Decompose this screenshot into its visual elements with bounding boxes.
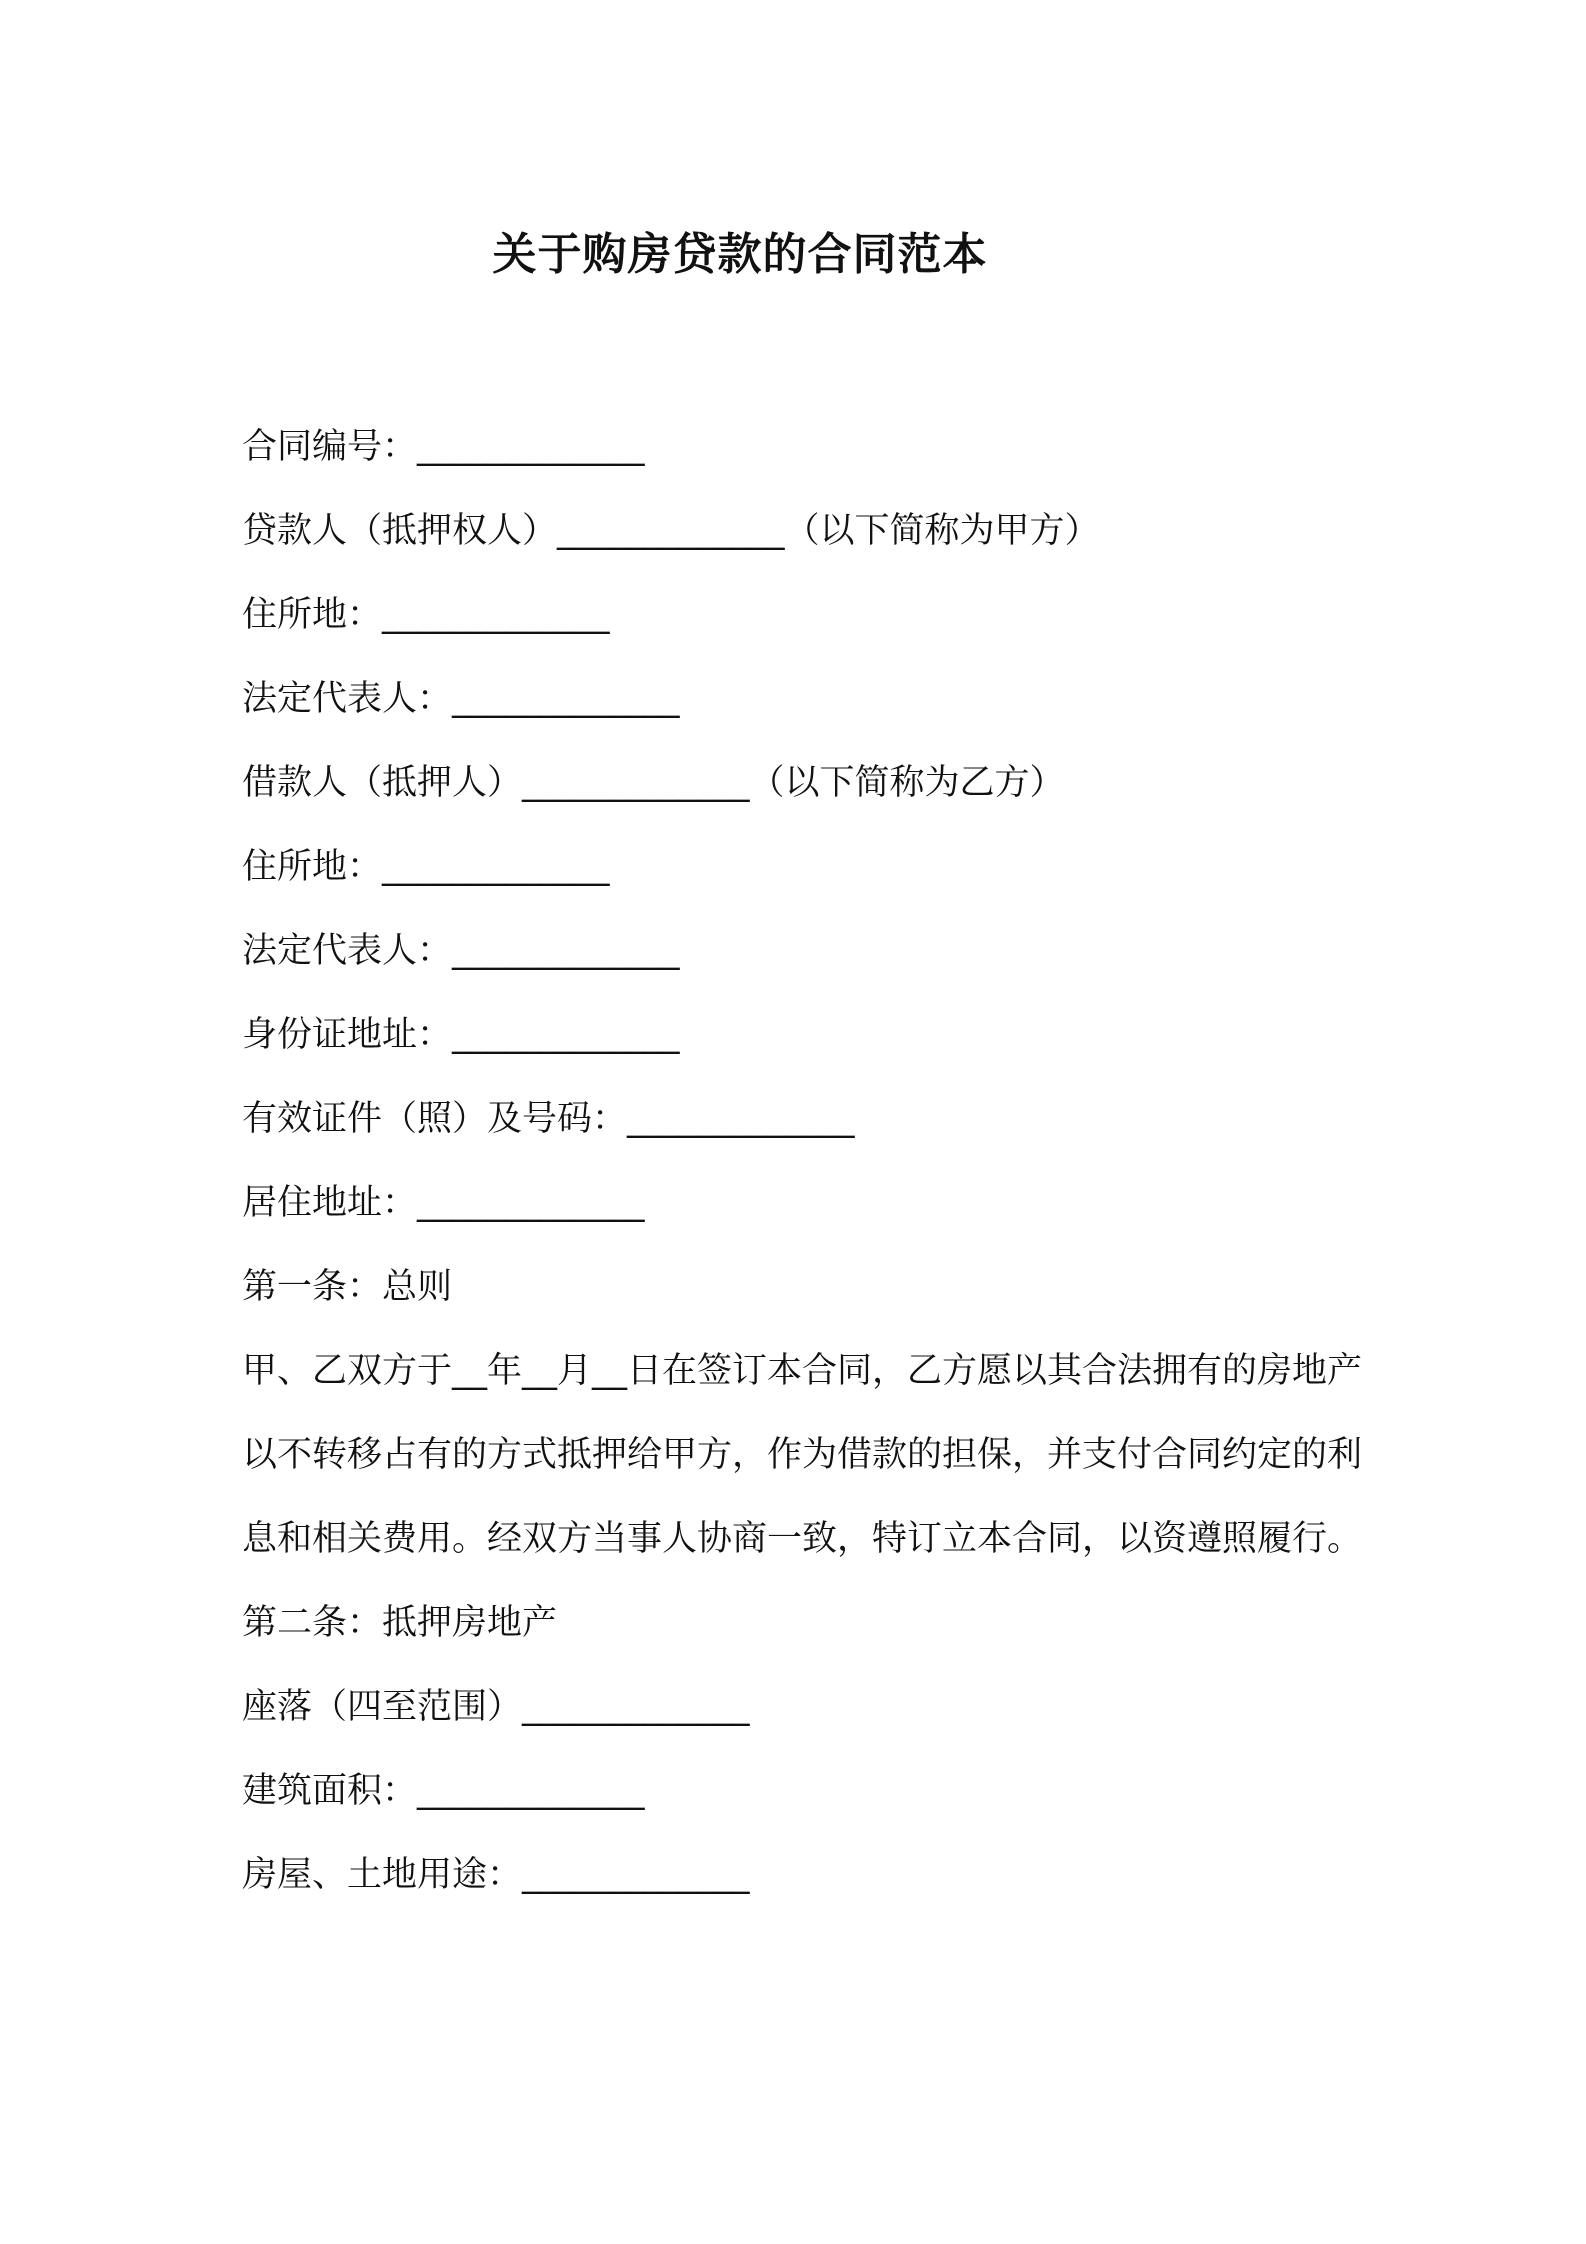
article1-heading: 第一条：总则: [242, 1267, 453, 1307]
field-contract-number: 合同编号：_____________: [242, 427, 645, 467]
field-residence-address: 居住地址：_____________: [242, 1183, 645, 1223]
article2-heading: 第二条：抵押房地产: [242, 1603, 558, 1643]
field-lender-legal-rep: 法定代表人：_____________: [242, 679, 680, 719]
field-id-document-number: 有效证件（照）及号码：_____________: [242, 1099, 855, 1139]
field-borrower: 借款人（抵押人）_____________（以下简称为乙方）: [242, 763, 1065, 803]
document-body: [242, 405, 1362, 1917]
field-id-address: 身份证地址：_____________: [242, 1015, 680, 1055]
field-property-location: 座落（四至范围）_____________: [242, 1687, 750, 1727]
field-borrower-address: 住所地：_____________: [242, 847, 610, 887]
field-lender-address: 住所地：_____________: [242, 595, 610, 635]
field-building-area: 建筑面积：_____________: [242, 1771, 645, 1811]
field-borrower-legal-rep: 法定代表人：_____________: [242, 931, 680, 971]
field-lender: 贷款人（抵押权人）_____________（以下简称为甲方）: [242, 511, 1100, 551]
document-title: 关于购房贷款的合同范本: [492, 229, 988, 280]
article1-body: 甲、乙双方于__年__月__日在签订本合同，乙方愿以其合法拥有的房地产以不转移占有的方式抵押给甲方，作为借款的担保，并支付合同约定的利息和相关费用。经双方当事人协商一致，特订立本合同，以资遵照履行。: [242, 1351, 1363, 1559]
field-property-usage: 房屋、土地用途：_____________: [242, 1855, 750, 1895]
